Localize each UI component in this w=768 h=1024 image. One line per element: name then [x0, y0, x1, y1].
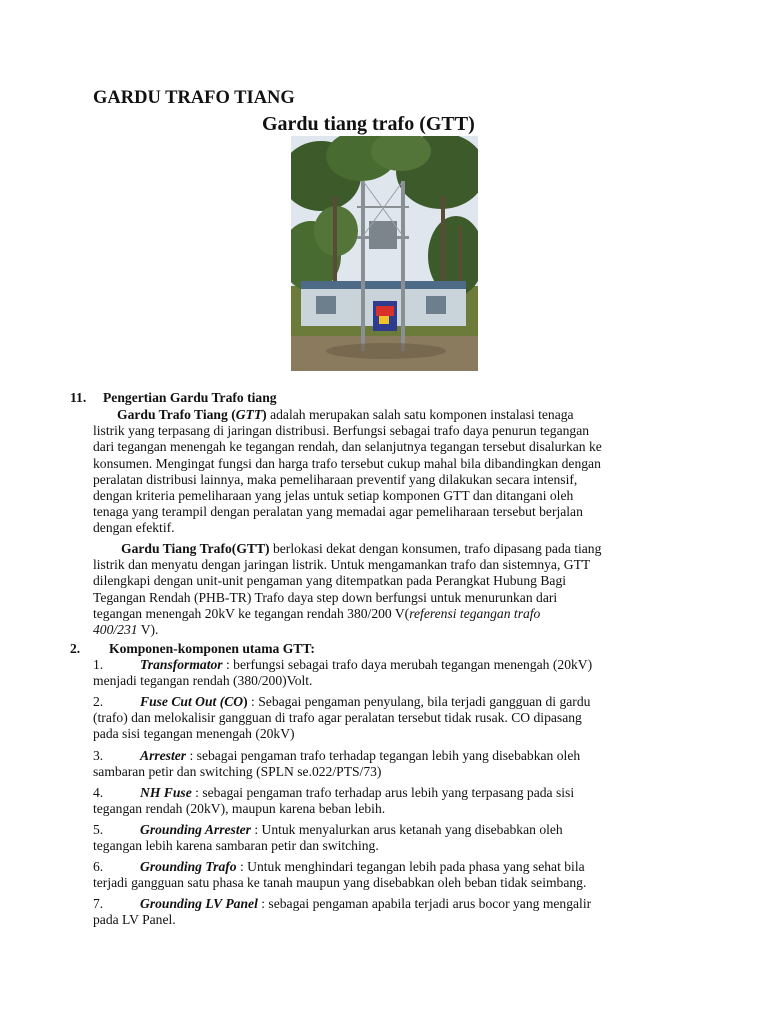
p2-line: listrik dan menyatu dengan jaringan listrik. Untuk mengamankan trafo dan sistemnya, GTT [93, 557, 591, 573]
item-number: 2. [93, 694, 104, 709]
item-term: Grounding Arrester [140, 822, 251, 837]
p1-line: dari tegangan menengah ke tegangan rendah, dan selanjutnya tegangan tersebut disalurkan ke [93, 439, 602, 455]
p1-line: konsumen. Mengingat fungsi dan harga trafo tersebut cukup mahal bila dibandingkan dengan [93, 455, 601, 471]
item-term: Grounding Trafo [140, 859, 237, 874]
section-1-title: Pengertian Gardu Trafo tiang [103, 390, 277, 405]
item-term: Fuse Cut Out (CO [140, 694, 244, 709]
item-number: 7. [93, 896, 104, 911]
item-number: 4. [93, 785, 104, 800]
item-number: 1. [93, 657, 104, 672]
section-2-title: Komponen-komponen utama GTT: [109, 641, 315, 656]
item-desc: : Sebagai pengaman penyulang, bila terjadi gangguan di gardu [247, 694, 591, 709]
component-item-7 [93, 896, 693, 928]
p2-line-1: berlokasi dekat dengan konsumen, trafo dipasang pada tiang [269, 541, 602, 556]
document-heading: GARDU TRAFO TIANG [93, 88, 295, 108]
item-desc: tegangan rendah (20kV), maupun karena beban lebih. [93, 801, 386, 817]
component-item-4 [93, 785, 693, 817]
item-desc: : sebagai pengaman trafo terhadap arus lebih yang terpasang pada sisi [191, 785, 575, 800]
p1-lead-italic: GTT [235, 407, 263, 422]
item-number: 6. [93, 859, 104, 874]
item-desc: : Untuk menghindari tegangan lebih pada phasa yang sehat bila [236, 859, 585, 874]
item-desc: pada sisi tegangan menengah (20kV) [93, 726, 295, 742]
item-desc: menjadi tegangan rendah (380/200)Volt. [93, 673, 313, 689]
p2-line: Tegangan Rendah (PHB-TR) Trafo daya step down berfungsi untuk menurunkan dari [93, 589, 558, 605]
p2-lead: Gardu Tiang Trafo(GTT) [121, 541, 270, 556]
item-desc: : berfungsi sebagai trafo daya merubah tegangan menengah (20kV) [222, 657, 593, 672]
p1-line: listrik yang terpasang di jaringan distribusi. Berfungsi sebagai trafo daya penurun tegangan [93, 423, 590, 439]
item-term: Arrester [140, 748, 187, 763]
p2-line-5: tegangan menengah 20kV ke tegangan rendah 380/200 V( [93, 605, 410, 621]
item-desc: pada LV Panel. [93, 912, 176, 928]
section-2-number: 2. [70, 641, 81, 656]
component-item-2 [93, 694, 693, 743]
component-item-6 [93, 859, 693, 891]
section-1-paragraph-1 [93, 407, 683, 537]
item-desc: : sebagai pengaman apabila terjadi arus bocor yang mengalir [257, 896, 592, 911]
section-1-paragraph-2 [93, 541, 683, 638]
p1-line: dengan kriteria pemeliharaan yang jelas untuk setiap komponen GTT dan ditangani oleh [93, 488, 574, 504]
p1-line: tenaga yang terampil dengan peralatan yang memadai agar pemeliharaan tersebut berjalan [93, 504, 583, 520]
p1-line: peralatan distribusi lainnya, maka pemeliharaan preventif yang dilakukan secara intensif, [93, 471, 578, 487]
transformer-photo [291, 136, 478, 371]
section-1-number: 11. [70, 390, 87, 405]
item-term: Grounding LV Panel [140, 896, 258, 911]
item-number: 3. [93, 748, 104, 763]
item-desc: tegangan lebih karena sambaran petir dan switching. [93, 838, 379, 854]
p1-lead-close: ) [262, 407, 267, 422]
p2-line-6: V). [137, 622, 159, 638]
item-desc: sambaran petir dan switching (SPLN se.022/PTS/73) [93, 764, 382, 780]
p1-line: dengan efektif. [93, 520, 175, 536]
item-number: 5. [93, 822, 104, 837]
document-subheading: Gardu tiang trafo (GTT) [262, 113, 475, 135]
item-term: Transformator [140, 657, 223, 672]
item-term-close: ) [243, 694, 248, 709]
item-term: NH Fuse [140, 785, 192, 800]
component-item-1 [93, 657, 693, 689]
item-desc: : Untuk menyalurkan arus ketanah yang disebabkan oleh [250, 822, 563, 837]
p1-lead: Gardu Trafo Tiang ( [117, 407, 236, 422]
p2-line-5-italic: referensi tegangan trafo [409, 605, 541, 621]
p2-line-6-italic: 400/231 [93, 622, 138, 638]
item-desc: terjadi gangguan satu phasa ke tanah maupun yang disebabkan oleh beban tidak seimbang. [93, 875, 587, 891]
p1-line-1: adalah merupakan salah satu komponen instalasi tenaga [266, 407, 574, 422]
item-desc: (trafo) dan melokalisir gangguan di trafo agar peralatan tersebut tidak rusak. CO dipasang [93, 710, 582, 726]
item-desc: : sebagai pengaman trafo terhadap tegangan lebih yang disebabkan oleh [186, 748, 581, 763]
component-item-3 [93, 748, 693, 780]
component-item-5 [93, 822, 693, 854]
p2-line: dilengkapi dengan unit-unit pengaman yang ditempatkan pada Perangkat Hubung Bagi [93, 573, 567, 589]
